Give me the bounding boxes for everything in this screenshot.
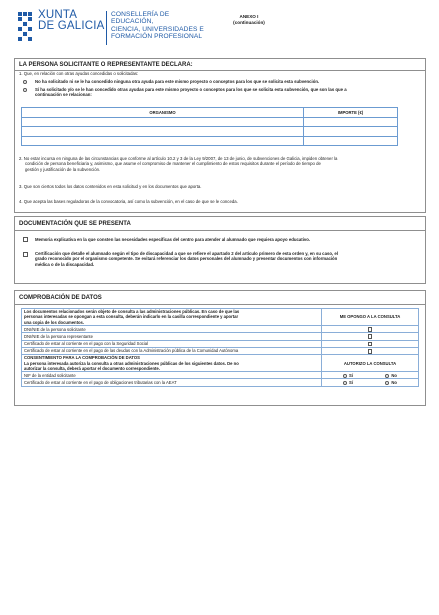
dept-line-3: FORMACIÓN PROFESIONAL <box>111 32 203 40</box>
consent-intro <box>22 355 322 372</box>
consent-choice-cell <box>322 379 419 386</box>
documentation-section <box>14 216 426 284</box>
item-2-line-2: condición de persona beneficiaria y, asimismo, que asume el compromiso de mantener el cumplimiento de estos requisitos durante el período de tiempo de <box>25 161 321 167</box>
authorize-aeat-no-radio[interactable] <box>385 381 389 385</box>
oppose-checkbox-cell <box>322 326 419 333</box>
consent-line-2: autorizar la consulta, deberá aportar el documento correspondiente. <box>24 365 160 371</box>
annex-heading <box>214 14 284 26</box>
option-no-aid-label: No ha solicitado ni se le ha concedido ninguna otra ayuda para este mismo proyecto o conceptos para los que se solicita esta subvención. <box>35 79 320 84</box>
option-no-aid-radio[interactable] <box>23 80 27 84</box>
page-header <box>14 8 434 48</box>
organism-cell[interactable] <box>22 136 304 146</box>
oppose-checkbox-cell <box>322 340 419 347</box>
oppose-regional-debt-checkbox[interactable] <box>368 349 373 354</box>
consent-row-label: NIF de la entidad solicitante <box>22 372 322 379</box>
dept-line-2: CIENCIA, UNIVERSIDADES E <box>111 25 204 33</box>
amount-cell[interactable] <box>304 136 398 146</box>
oppose-id-applicant-checkbox[interactable] <box>368 327 373 332</box>
oppose-social-security-checkbox[interactable] <box>368 342 373 347</box>
logo-divider <box>106 11 107 45</box>
doc-cert-line-1: Certificación que detalle el alumnado según el tipo de discapacidad a que se refiere el apartado 2 del artículo primero de esta orden y, en su caso, el <box>35 251 338 256</box>
authorize-nif-yes-radio[interactable] <box>343 374 347 378</box>
section-divider <box>15 230 425 231</box>
verification-row-label: Certificado de estar al corriente en el pago con la Seguridad Social <box>22 340 322 347</box>
no-label: No <box>391 380 397 386</box>
documentation-title: DOCUMENTACIÓN QUE SE PRESENTA <box>19 221 131 227</box>
logo-line-2: DE GALICIA <box>38 20 105 32</box>
option-other-aid-label <box>35 87 420 98</box>
authorize-aeat-yes-radio[interactable] <box>343 381 347 385</box>
annex-title: ANEXO I <box>239 14 259 19</box>
option-other-aid-line-1: Sí ha solicitado y/o se le han concedido otras ayudas para este mismo proyecto o conceptos para los que se solicita esta subvención, que son las que a <box>35 87 347 92</box>
yes-label: Sí <box>349 372 354 378</box>
oppose-id-representative-checkbox[interactable] <box>368 334 373 339</box>
intro-line-2: personas interesadas se opongan a esta consulta, deberán indicarlo en la casilla correspondiente y aportar <box>24 314 239 320</box>
amount-cell[interactable] <box>304 127 398 137</box>
other-aid-table <box>21 107 398 146</box>
doc-memory-label: Memoria explicativa en la que consten las necesidades específicas del centro para atender al alumnado que requiera apoyo educativo. <box>35 237 311 242</box>
doc-certification-checkbox[interactable] <box>23 252 28 257</box>
xunta-logo <box>14 8 204 46</box>
col-amount: IMPORTE (€) <box>304 108 398 118</box>
item-2-line-1: 2. No estar incursa en ninguna de las circunstancias que conforme al artículo 10.2 y 3 de la Ley 9/2007, de 13 de junio, de subvenciones de Galicia, impiden obtener la <box>19 156 338 161</box>
logo-line-1: XUNTA <box>38 9 78 21</box>
consent-choice-cell <box>322 372 419 379</box>
item-2-line-3: gestión y justificación de la subvención. <box>25 166 101 172</box>
logo-wordmark <box>38 10 105 32</box>
oppose-checkbox-cell <box>322 347 419 354</box>
dept-line-1: CONSELLERÍA DE EDUCACIÓN, <box>111 11 170 26</box>
verification-section <box>14 290 426 406</box>
intro-line-3: una copia de los documentos. <box>24 319 85 325</box>
oppose-header: ME OPONGO A LA CONSULTA <box>322 309 419 326</box>
doc-memory-checkbox[interactable] <box>23 237 28 242</box>
intro-line-1: Los documentos relacionados serán objeto de consulta a las administraciones públicas. En caso de que las <box>24 309 240 315</box>
doc-cert-line-2: grado reconocido por el organismo competente. Se evitará referenciar los datos personales del alumnado y presentar documentos con información <box>35 256 338 262</box>
organism-cell[interactable] <box>22 127 304 137</box>
declaration-item-1: 1. Que, en relación con otras ayudas concedidas o solicitadas: <box>19 71 139 76</box>
verification-row-label: DNI/NIE de la persona representante <box>22 333 322 340</box>
option-other-aid-radio[interactable] <box>23 88 27 92</box>
no-label: No <box>391 372 397 378</box>
authorize-nif-no-radio[interactable] <box>385 374 389 378</box>
verification-table <box>21 308 419 387</box>
declaration-item-4: 4. Que acepta las bases reguladoras de la convocatoria, así como la subvención, en el caso de que se le conceda. <box>19 199 238 204</box>
option-other-aid-line-2: continuación se relacionan: <box>35 92 92 98</box>
annex-subtitle: (continuación) <box>233 20 265 25</box>
doc-cert-line-3: médica o de la discapacidad. <box>35 261 95 267</box>
organism-cell[interactable] <box>22 117 304 127</box>
department-name <box>111 11 204 40</box>
declaration-section <box>14 58 426 213</box>
section-divider <box>15 304 425 305</box>
declaration-item-2 <box>19 156 419 172</box>
yes-label: Sí <box>349 380 354 386</box>
verification-row-label: DNI/NIE de la persona solicitante <box>22 326 322 333</box>
doc-certification-label <box>35 251 420 267</box>
consent-line-1: La persona interesada autoriza la consulta a otras administraciones públicas de los siguientes datos. De no <box>24 360 239 366</box>
authorize-header: AUTORIZO LA CONSULTA <box>322 355 419 372</box>
col-organism: ORGANISMO <box>22 108 304 118</box>
amount-cell[interactable] <box>304 117 398 127</box>
xunta-emblem-icon <box>18 12 32 42</box>
oppose-checkbox-cell <box>322 333 419 340</box>
consent-row-label: Certificado de estar al corriente en el pago de obligaciones tributarias con la AEAT <box>22 379 322 386</box>
declaration-title: LA PERSONA SOLICITANTE O REPRESENTANTE DECLARA: <box>19 62 193 68</box>
declaration-item-3: 3. Que son ciertos todos los datos contenidos en esta solicitud y en los documentos que aporta. <box>19 184 202 189</box>
verification-title: COMPROBACIÓN DE DATOS <box>19 295 102 301</box>
verification-row-label: Certificado de estar al corriente en el pago de las deudas con la Administración pública de la Comunidad Autónoma <box>22 347 322 354</box>
consent-title: CONSENTIMIENTO PARA LA COMPROBACIÓN DE DATOS <box>24 355 140 361</box>
verification-intro <box>22 309 322 326</box>
